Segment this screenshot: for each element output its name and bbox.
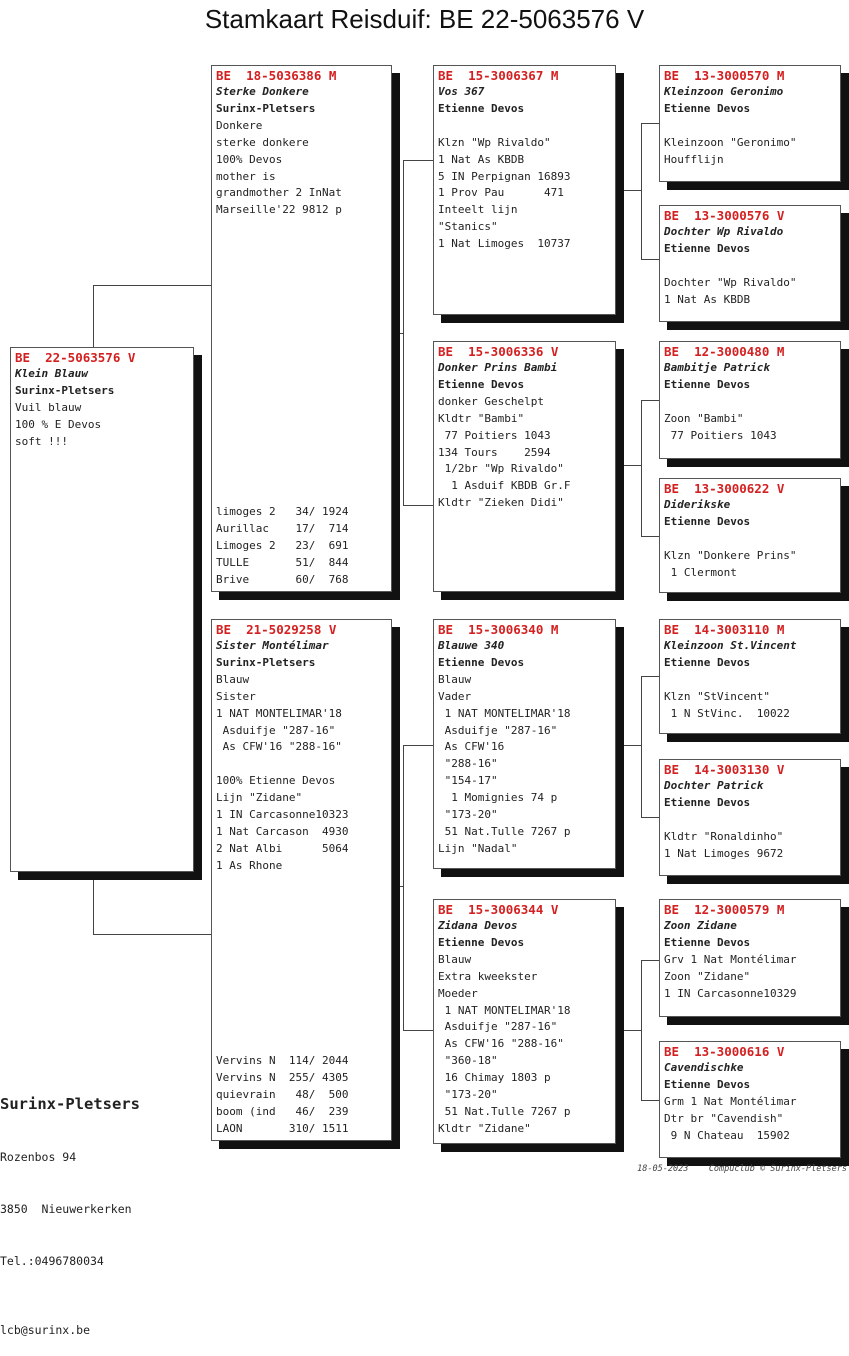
owner-street: Rozenbos 94 xyxy=(0,1150,77,1165)
breeder-name: Etienne Devos xyxy=(664,377,751,391)
pedigree-note: As CFW'16 xyxy=(438,740,505,754)
pedigree-note: 9 N Chateau 15902 xyxy=(664,1128,790,1142)
connector-line xyxy=(403,505,433,506)
pigeon-name: Sister Montélimar xyxy=(216,639,329,652)
pedigree-note: 1/2br "Wp Rivaldo" xyxy=(438,462,564,476)
ring-number: BE 18-5036386 M xyxy=(216,68,337,83)
pigeon-card-mother[interactable] xyxy=(211,619,392,1141)
pigeon-name: Diderikske xyxy=(664,498,731,511)
pedigree-note xyxy=(664,394,836,411)
pedigree-note: "360-18" xyxy=(438,1054,498,1068)
pedigree-note: "173-20" xyxy=(438,1088,498,1102)
connector-line xyxy=(641,676,642,817)
pedigree-note: Sister xyxy=(216,689,256,703)
pedigree-note: Kldtr "Zidane" xyxy=(438,1121,531,1135)
pigeon-card-ff-father[interactable] xyxy=(659,65,841,182)
pedigree-note: Blauw xyxy=(216,672,250,686)
connector-line xyxy=(641,123,642,259)
race-result: Aurillac 17/ 714 xyxy=(216,522,349,536)
pedigree-note: 1 NAT MONTELIMAR'18 xyxy=(438,706,571,720)
pedigree-note: Klzn "Wp Rivaldo" xyxy=(438,135,551,149)
ring-number: BE 14-3003110 M xyxy=(664,622,785,637)
pedigree-note: 100% Devos xyxy=(216,152,283,166)
pedigree-note xyxy=(216,756,387,773)
pigeon-card-mf-mother[interactable] xyxy=(659,759,841,876)
pigeon-name: Sterke Donkere xyxy=(216,85,309,98)
pedigree-note: Zoon "Zidane" xyxy=(664,969,751,983)
ring-number: BE 12-3000480 M xyxy=(664,344,785,359)
connector-line xyxy=(616,745,641,746)
connector-line xyxy=(403,1030,433,1031)
race-results xyxy=(216,504,387,589)
connector-line xyxy=(616,190,641,191)
pedigree-note: Zoon "Bambi" xyxy=(664,411,744,425)
connector-line xyxy=(641,960,659,961)
connector-line xyxy=(616,1030,641,1031)
ring-number: BE 21-5029258 V xyxy=(216,622,337,637)
pedigree-note: Lijn "Zidane" xyxy=(216,791,303,805)
connector-line xyxy=(391,333,403,334)
pigeon-card-mm-father[interactable] xyxy=(659,899,841,1017)
pedigree-note: 1 Prov Pau 471 xyxy=(438,186,564,200)
pigeon-name: Donker Prins Bambi xyxy=(438,361,558,374)
connector-line xyxy=(641,123,659,124)
page-title: Stamkaart Reisduif: BE 22-5063576 V xyxy=(204,4,645,34)
pedigree-note: Houfflijn xyxy=(664,152,724,166)
pedigree-note: soft !!! xyxy=(15,434,68,448)
pigeon-name: Zoon Zidane xyxy=(664,919,737,932)
ring-number: BE 13-3000576 V xyxy=(664,208,785,223)
pedigree-note: Lijn "Nadal" xyxy=(438,841,518,855)
pedigree-note: 1 Momignies 74 p xyxy=(438,791,558,805)
breeder-name: Etienne Devos xyxy=(438,655,525,669)
pedigree-note: 1 As Rhone xyxy=(216,858,283,872)
pedigree-note: Vader xyxy=(438,689,472,703)
owner-phone: Tel.:0496780034 xyxy=(0,1253,104,1268)
breeder-name: Etienne Devos xyxy=(664,935,751,949)
race-result: Limoges 2 23/ 691 xyxy=(216,539,349,553)
connector-line xyxy=(391,886,403,887)
race-result: limoges 2 34/ 1924 xyxy=(216,505,349,519)
pigeon-name: Bambitje Patrick xyxy=(664,361,770,374)
pedigree-note xyxy=(664,531,836,548)
owner-city: 3850 Nieuwerkerken xyxy=(0,1202,132,1217)
pedigree-note: "154-17" xyxy=(438,774,498,788)
breeder-name: Etienne Devos xyxy=(664,795,751,809)
pigeon-name: Kleinzoon Geronimo xyxy=(664,85,784,98)
connector-line xyxy=(403,745,433,746)
pedigree-note: 16 Chimay 1803 p xyxy=(438,1071,551,1085)
pedigree-note: 51 Nat.Tulle 7267 p xyxy=(438,824,571,838)
pedigree-note: 1 Nat Limoges 9672 xyxy=(664,846,784,860)
ring-number: BE 12-3000579 M xyxy=(664,902,785,917)
pedigree-note: 1 Nat Carcason 4930 xyxy=(216,824,349,838)
pedigree-note: As CFW'16 "288-16" xyxy=(216,740,342,754)
pigeon-name: Cavendischke xyxy=(664,1061,744,1074)
pigeon-card-father-father[interactable] xyxy=(433,65,616,315)
pedigree-note: Dtr br "Cavendish" xyxy=(664,1111,784,1125)
race-result: Vervins N 114/ 2044 xyxy=(216,1054,349,1068)
race-result: LAON 310/ 1511 xyxy=(216,1122,349,1136)
pedigree-note: mother is xyxy=(216,169,276,183)
connector-line xyxy=(641,960,642,1100)
pigeon-name: Vos 367 xyxy=(438,85,485,98)
pigeon-name: Kleinzoon St.Vincent xyxy=(664,639,797,652)
pedigree-note: Klzn "Donkere Prins" xyxy=(664,548,797,562)
pigeon-card-mm-mother[interactable] xyxy=(659,1041,841,1158)
pedigree-note: 1 Clermont xyxy=(664,565,737,579)
pedigree-note: 1 Nat As KBDB xyxy=(664,292,751,306)
pedigree-note: "173-20" xyxy=(438,808,498,822)
pedigree-note: Moeder xyxy=(438,986,478,1000)
pigeon-name: Dochter Patrick xyxy=(664,779,764,792)
race-result: Brive 60/ 768 xyxy=(216,573,349,587)
ring-number: BE 15-3006344 V xyxy=(438,902,559,917)
ring-number: BE 15-3006336 V xyxy=(438,344,559,359)
pigeon-card-father-mother[interactable] xyxy=(433,341,616,592)
owner-email[interactable]: lcb@surinx.be xyxy=(0,1322,91,1337)
pedigree-note: 1 Nat Limoges 10737 xyxy=(438,237,571,251)
connector-line xyxy=(641,400,659,401)
pigeon-card-subject[interactable] xyxy=(10,347,194,872)
pedigree-note: Vuil blauw xyxy=(15,400,82,414)
connector-line xyxy=(641,1100,659,1101)
ring-number: BE 14-3003130 V xyxy=(664,762,785,777)
breeder-name: Etienne Devos xyxy=(664,101,751,115)
race-result: quievrain 48/ 500 xyxy=(216,1088,349,1102)
connector-line xyxy=(641,259,659,260)
pigeon-card-fm-father[interactable] xyxy=(659,341,841,459)
pigeon-card-fm-mother[interactable] xyxy=(659,478,841,593)
pedigree-note: 1 NAT MONTELIMAR'18 xyxy=(216,706,342,720)
pedigree-note: Grv 1 Nat Montélimar xyxy=(664,952,797,966)
pigeon-card-ff-mother[interactable] xyxy=(659,205,841,322)
pigeon-name: Dochter Wp Rivaldo xyxy=(664,225,784,238)
pedigree-note xyxy=(664,118,836,135)
breeder-name: Etienne Devos xyxy=(438,935,525,949)
pedigree-note: 1 N StVinc. 10022 xyxy=(664,706,790,720)
pedigree-note: "Stanics" xyxy=(438,220,498,234)
connector-line xyxy=(93,285,211,286)
pedigree-note: 1 IN Carcasonne10329 xyxy=(664,986,797,1000)
pedigree-note: Blauw xyxy=(438,952,472,966)
connector-line xyxy=(403,160,433,161)
breeder-name: Etienne Devos xyxy=(438,377,525,391)
connector-line xyxy=(93,872,94,934)
pedigree-note: Kldtr "Zieken Didi" xyxy=(438,496,564,510)
breeder-name: Surinx-Pletsers xyxy=(15,383,115,397)
pedigree-note: As CFW'16 "288-16" xyxy=(438,1037,564,1051)
connector-line xyxy=(93,285,94,347)
breeder-name: Surinx-Pletsers xyxy=(216,655,316,669)
connector-line xyxy=(641,676,659,677)
pedigree-note: Grm 1 Nat Montélimar xyxy=(664,1094,797,1108)
ring-number: BE 13-3000570 M xyxy=(664,68,785,83)
pedigree-note: 134 Tours 2594 xyxy=(438,445,551,459)
pedigree-note: Asduifje "287-16" xyxy=(438,723,558,737)
connector-line xyxy=(403,160,404,505)
pedigree-note: 1 Asduif KBDB Gr.F xyxy=(438,479,571,493)
pedigree-note: Inteelt lijn xyxy=(438,203,518,217)
breeder-name: Surinx-Pletsers xyxy=(216,101,316,115)
pigeon-card-mf-father[interactable] xyxy=(659,619,841,734)
pedigree-note: 77 Poitiers 1043 xyxy=(438,428,551,442)
connector-line xyxy=(93,934,211,935)
ring-number: BE 15-3006340 M xyxy=(438,622,559,637)
breeder-name: Etienne Devos xyxy=(664,514,751,528)
pedigree-note: "288-16" xyxy=(438,757,498,771)
owner-info xyxy=(0,1058,140,1356)
pigeon-name: Blauwe 340 xyxy=(438,639,505,652)
pedigree-note: Kleinzoon "Geronimo" xyxy=(664,135,797,149)
pigeon-card-mother-mother[interactable] xyxy=(433,899,616,1144)
race-result: boom (ind 46/ 239 xyxy=(216,1105,349,1119)
pigeon-card-father[interactable] xyxy=(211,65,392,592)
breeder-name: Etienne Devos xyxy=(664,1077,751,1091)
pigeon-card-mother-father[interactable] xyxy=(433,619,616,869)
connector-line xyxy=(641,817,659,818)
breeder-name: Etienne Devos xyxy=(664,655,751,669)
ring-number: BE 13-3000622 V xyxy=(664,481,785,496)
pedigree-note: 5 IN Perpignan 16893 xyxy=(438,169,571,183)
pedigree-note: 1 Nat As KBDB xyxy=(438,152,525,166)
pigeon-name: Zidana Devos xyxy=(438,919,518,932)
pedigree-note: Marseille'22 9812 p xyxy=(216,203,342,217)
footer-credit: 18-05-2023 Compuclub © Surinx-Pletsers xyxy=(637,1164,847,1174)
pedigree-note: 1 NAT MONTELIMAR'18 xyxy=(438,1003,571,1017)
ring-number: BE 15-3006367 M xyxy=(438,68,559,83)
pedigree-note: Dochter "Wp Rivaldo" xyxy=(664,275,797,289)
pedigree-note: Kldtr "Ronaldinho" xyxy=(664,829,784,843)
pedigree-note: 51 Nat.Tulle 7267 p xyxy=(438,1104,571,1118)
race-results xyxy=(216,1053,387,1138)
pedigree-note: Donkere xyxy=(216,118,263,132)
pedigree-note xyxy=(664,672,836,689)
pedigree-note: sterke donkere xyxy=(216,135,309,149)
connector-line xyxy=(641,536,659,537)
pedigree-note: 77 Poitiers 1043 xyxy=(664,428,777,442)
ring-number: BE 13-3000616 V xyxy=(664,1044,785,1059)
pigeon-name: Klein Blauw xyxy=(15,367,88,380)
pedigree-note: grandmother 2 InNat xyxy=(216,186,342,200)
pedigree-note: donker Geschelpt xyxy=(438,394,544,408)
ring-number: BE 22-5063576 V xyxy=(15,350,136,365)
connector-line xyxy=(403,745,404,1030)
pedigree-note: Klzn "StVincent" xyxy=(664,689,770,703)
owner-name: Surinx-Pletsers xyxy=(0,1094,140,1113)
pedigree-note: Kldtr "Bambi" xyxy=(438,411,525,425)
pedigree-note: 1 IN Carcasonne10323 xyxy=(216,808,349,822)
pedigree-note xyxy=(664,812,836,829)
breeder-name: Etienne Devos xyxy=(664,241,751,255)
race-result: TULLE 51/ 844 xyxy=(216,556,349,570)
pedigree-note: 100 % E Devos xyxy=(15,417,102,431)
pedigree-note: 100% Etienne Devos xyxy=(216,774,336,788)
connector-line xyxy=(616,465,641,466)
pedigree-note xyxy=(664,258,836,275)
pedigree-note: Asduifje "287-16" xyxy=(216,723,336,737)
pedigree-note xyxy=(438,118,611,135)
race-result: Vervins N 255/ 4305 xyxy=(216,1071,349,1085)
pedigree-note: 2 Nat Albi 5064 xyxy=(216,841,349,855)
connector-line xyxy=(641,400,642,536)
pedigree-note: Extra kweekster xyxy=(438,969,538,983)
breeder-name: Etienne Devos xyxy=(438,101,525,115)
pedigree-note: Blauw xyxy=(438,672,472,686)
pedigree-note: Asduifje "287-16" xyxy=(438,1020,558,1034)
